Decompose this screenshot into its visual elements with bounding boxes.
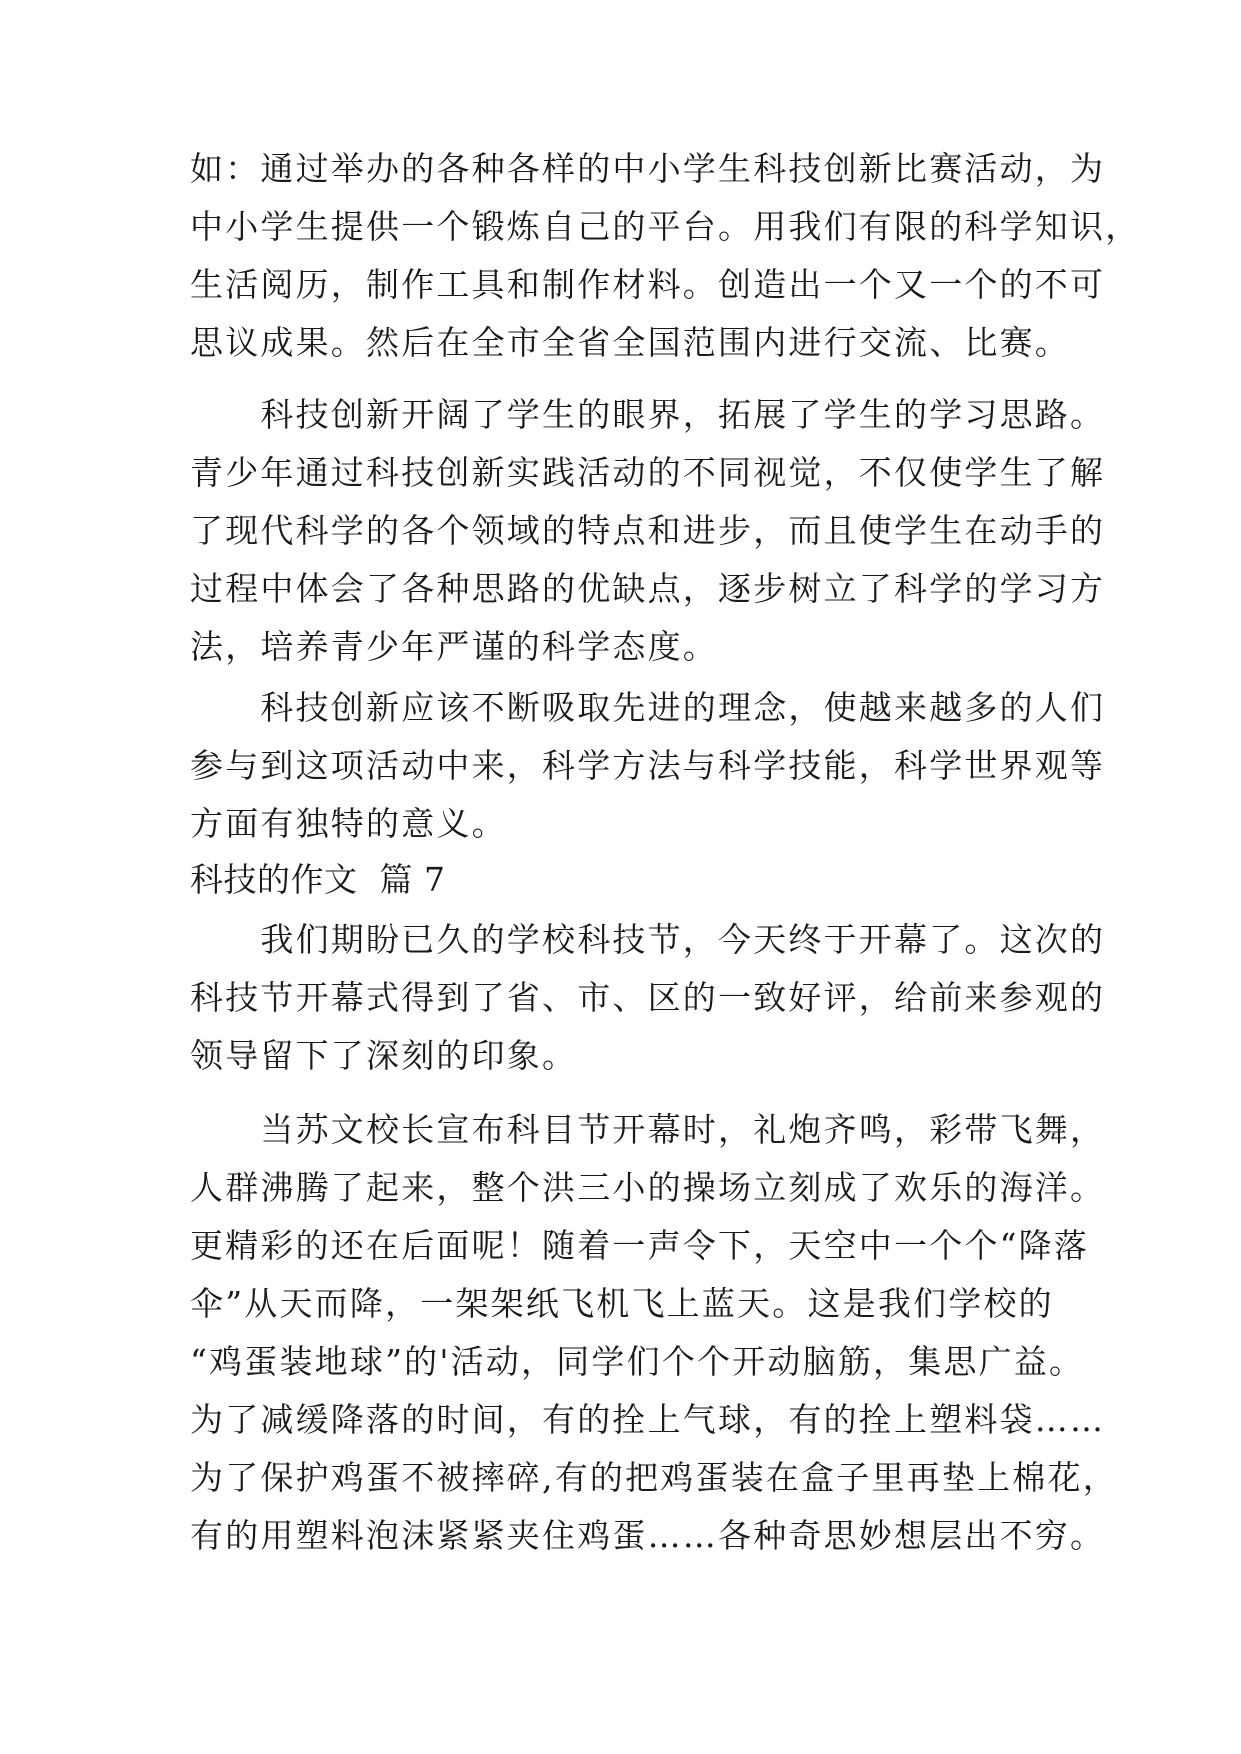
- text-line: 科技节开幕式得到了省、市、区的一致好评，给前来参观的: [190, 978, 1106, 1017]
- text-line: 为了保护鸡蛋不被摔碎,有的把鸡蛋装在盒子里再垫上棉花，: [190, 1458, 1118, 1497]
- text-line: 科技创新应该不断吸取先进的理念，使越来越多的人们: [190, 688, 1106, 727]
- text-line: 有的用塑料泡沫紧紧夹住鸡蛋……各种奇思妙想层出不穷。: [190, 1516, 1106, 1555]
- text-line: 中小学生提供一个锻炼自己的平台。用我们有限的科学知识，: [190, 207, 1141, 246]
- text-line: 伞”从天而降，一架架纸飞机飞上蓝天。这是我们学校的: [190, 1284, 1054, 1323]
- text-line: 方面有独特的意义。: [190, 804, 507, 843]
- text-line: 过程中体会了各种思路的优缺点，逐步树立了科学的学习方: [190, 569, 1106, 608]
- text-line: 为了减缓降落的时间，有的拴上气球，有的拴上塑料袋……: [190, 1400, 1106, 1439]
- text-line: “鸡蛋装地球”的'活动，同学们个个开动脑筋，集思广益。: [190, 1342, 1085, 1381]
- text-line: 法，培养青少年严谨的科学态度。: [190, 627, 718, 666]
- text-line: 生活阅历，制作工具和制作材料。创造出一个又一个的不可: [190, 265, 1106, 304]
- text-line: 人群沸腾了起来，整个洪三小的操场立刻成了欢乐的海洋。: [190, 1168, 1106, 1207]
- text-line: 我们期盼已久的学校科技节，今天终于开幕了。这次的: [190, 920, 1106, 959]
- text-line: 思议成果。然后在全市全省全国范围内进行交流、比赛。: [190, 323, 1070, 362]
- text-line: 更精彩的还在后面呢！随着一声令下，天空中一个个“降落: [190, 1226, 1090, 1265]
- text-line: 如：通过举办的各种各样的中小学生科技创新比赛活动，为: [190, 149, 1106, 188]
- text-line: 了现代科学的各个领域的特点和进步，而且使学生在动手的: [190, 511, 1106, 550]
- text-line: 科技创新开阔了学生的眼界，拓展了学生的学习思路。: [190, 395, 1106, 434]
- text-line: 参与到这项活动中来，科学方法与科学技能，科学世界观等: [190, 746, 1106, 785]
- text-line: 当苏文校长宣布科目节开幕时，礼炮齐鸣，彩带飞舞，: [190, 1110, 1106, 1149]
- text-line: 青少年通过科技创新实践活动的不同视觉，不仅使学生了解: [190, 453, 1106, 492]
- section-heading: 科技的作文 篇 7: [190, 860, 446, 899]
- text-line: 领导留下了深刻的印象。: [190, 1036, 578, 1075]
